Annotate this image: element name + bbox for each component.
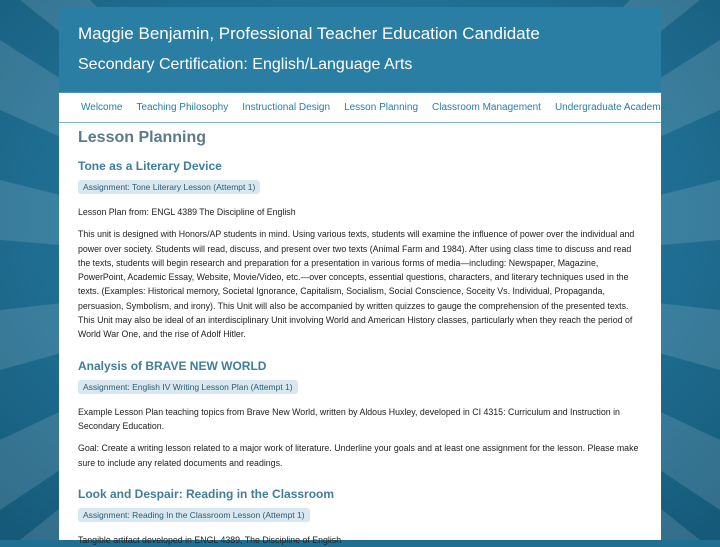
section-paragraph: Lesson Plan from: ENGL 4389 The Discipline of English (78, 207, 296, 217)
section-title: Analysis of BRAVE NEW WORLD (78, 358, 267, 373)
section-paragraph: This unit is designed with Honors/AP students in mind. Using various texts, students will examine the influence of power over the individual and power over society. Students will read, discuss, and present over two texts (Animal Farm and 1984). After using class time to discuss and read the texts, students will begin research and preparation for a presentation in various forms of media—including: Newspaper, Magazine, PowerPoint, Academic Essay, Website, Movie/Video, etc.—over concepts, essential questions, characters, and literary techniques used in the texts. (Examples: Historical memory, Societal Ignorance, Capitalism, Socialism, Social Conscience, Soceity Vs. Individual, Propaganda, persuasion, Symbolism, and irony). This Unit will also be accompanied by written quizzes to gauge the comprehension of the presented texts. This Unit may also be ideal of an interdisciplinary Unit involving World and American History classes, particularly when they reach the period of World War One, and the rise of Adolf Hitler. (78, 229, 635, 340)
nav-item-instructional-design[interactable]: Instructional Design (242, 102, 331, 113)
section-title: Tone as a Literary Device (78, 159, 222, 173)
nav-item-welcome[interactable]: Welcome (81, 102, 123, 113)
portfolio-page (59, 7, 673, 545)
artifact-section (78, 358, 642, 470)
section-paragraph: Example Lesson Plan teaching topics from Brave New World, written by Aldous Huxley, developed in CI 4315: Curriculum and Instruction in Secondary Education. (78, 406, 620, 431)
section-paragraph: Goal: Create a writing lesson related to a major work of literature. Underline your goals and at least one assignment for the lesson. Please make sure to include any related documents and readings. (78, 443, 639, 468)
site-subtitle: Secondary Certification: English/Language Arts (78, 56, 413, 73)
nav-item-teaching-philosophy[interactable]: Teaching Philosophy (136, 102, 229, 113)
artifact-section (78, 158, 642, 342)
nav-item-undergraduate-academics[interactable]: Undergraduate Academics (554, 102, 673, 113)
assignment-badge[interactable]: Assignment: English IV Writing Lesson Plan (Attempt 1) (78, 380, 298, 394)
site-title: Maggie Benjamin, Professional Teacher Education Candidate (78, 24, 540, 43)
assignment-badge[interactable]: Assignment: Tone Literary Lesson (Attempt 1) (78, 180, 260, 194)
assignment-badge[interactable]: Assignment: Reading In the Classroom Lesson (Attempt 1) (78, 508, 310, 522)
artifact-section (78, 486, 642, 547)
main-content (59, 123, 661, 547)
main-navigation (59, 93, 673, 123)
nav-item-classroom-management[interactable]: Classroom Management (432, 102, 541, 113)
nav-item-lesson-planning[interactable]: Lesson Planning (344, 102, 419, 113)
site-header (59, 7, 661, 93)
section-paragraph: Tangible artifact developed in ENGL 4389, The Discipline of English (78, 534, 342, 545)
page-title: Lesson Planning (78, 129, 207, 146)
section-title: Look and Despair: Reading in the Classroom (78, 486, 335, 501)
